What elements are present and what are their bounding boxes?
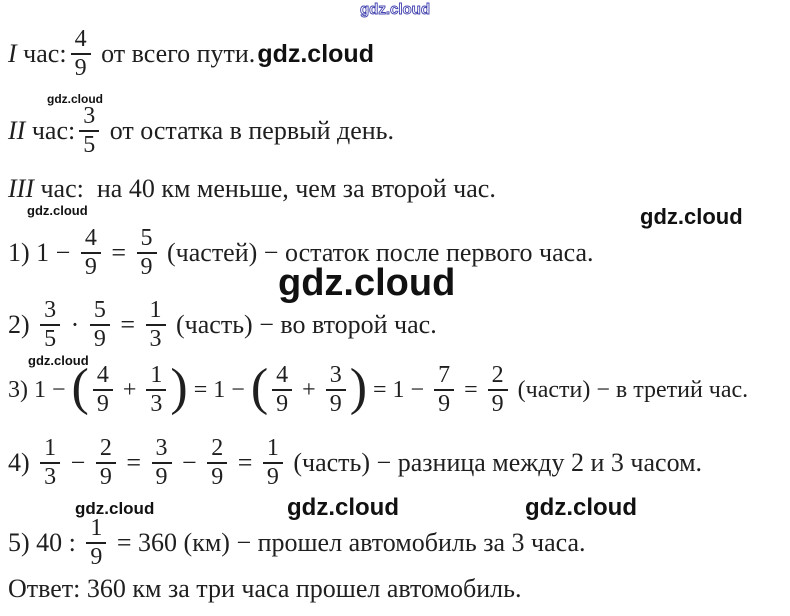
- big-paren: (: [71, 359, 89, 417]
- numerator: 3: [152, 436, 172, 464]
- denominator: 9: [93, 326, 106, 353]
- watermark-small-3: gdz.cloud: [28, 353, 89, 368]
- line-step2: [8, 298, 437, 353]
- big-paren: ): [170, 359, 188, 417]
- fraction: [272, 363, 292, 418]
- fraction: [488, 363, 508, 418]
- fraction: [93, 363, 113, 418]
- math-text: час:: [16, 39, 67, 69]
- fraction: [434, 363, 454, 418]
- denominator: 3: [44, 464, 57, 491]
- numerator: 3: [326, 363, 346, 391]
- watermark-mid-right: gdz.cloud: [640, 204, 743, 229]
- watermark-bottom-b: gdz.cloud: [287, 494, 399, 521]
- answer-line: [8, 574, 521, 604]
- denominator: 3: [149, 326, 162, 353]
- math-text: =: [113, 310, 142, 340]
- denominator: 9: [155, 464, 168, 491]
- math-text: =: [104, 238, 133, 268]
- denominator: 9: [438, 391, 451, 418]
- math-text: час:: [25, 116, 76, 146]
- numerator: 4: [93, 363, 113, 391]
- roman-numeral: II: [8, 116, 26, 146]
- fraction: [146, 298, 166, 353]
- watermark-big-center: gdz.cloud: [278, 262, 456, 304]
- fraction: [40, 298, 60, 353]
- line-step5: [8, 516, 586, 571]
- math-text: (части) − в третий час.: [511, 376, 749, 403]
- watermark-bottom-c: gdz.cloud: [525, 494, 637, 521]
- math-text: = 1 −: [187, 376, 251, 403]
- denominator: 9: [211, 464, 224, 491]
- math-text: = 360 (км) − прошел автомобиль за 3 часа.: [110, 528, 586, 558]
- numerator: 1: [40, 436, 60, 464]
- numerator: 1: [146, 363, 166, 391]
- numerator: 2: [96, 436, 116, 464]
- denominator: 9: [329, 391, 342, 418]
- math-text: (часть) − разница между 2 и 3 часом.: [286, 448, 703, 478]
- answer-text: Ответ: 360 км за три часа прошел автомобиль.: [8, 574, 522, 603]
- math-text: −: [175, 448, 204, 478]
- denominator: 9: [140, 254, 153, 281]
- big-paren: ): [349, 359, 368, 417]
- denominator: 5: [83, 132, 96, 159]
- watermark-bottom-a: gdz.cloud: [75, 499, 155, 518]
- math-text: +: [296, 376, 322, 403]
- numerator: 3: [79, 104, 99, 132]
- fraction: [40, 436, 60, 491]
- numerator: 4: [81, 226, 101, 254]
- denominator: 9: [266, 464, 279, 491]
- math-text: −: [64, 448, 92, 478]
- denominator: 9: [84, 254, 97, 281]
- fraction: [263, 436, 283, 491]
- line-hour3: [8, 174, 496, 204]
- math-text: =: [119, 448, 148, 478]
- fraction: [86, 516, 106, 571]
- math-text: 3) 1 −: [8, 376, 72, 403]
- denominator: 9: [491, 391, 504, 418]
- denominator: 9: [99, 464, 112, 491]
- math-text: 5) 40 :: [8, 528, 83, 558]
- fraction: [81, 226, 101, 281]
- numerator: 3: [40, 298, 60, 326]
- math-text: = 1 −: [367, 376, 431, 403]
- fraction: [90, 298, 110, 353]
- math-text: от остатка в первый день.: [103, 116, 395, 146]
- watermark-top: gdz.cloud: [360, 1, 430, 18]
- math-text: час: на 40 км меньше, чем за второй час.: [33, 174, 496, 203]
- math-text: 1) 1 −: [8, 238, 77, 268]
- math-text: (часть) − во второй час.: [169, 310, 437, 340]
- math-text: =: [458, 376, 484, 403]
- watermark-inline: gdz.cloud: [257, 39, 374, 68]
- numerator: 1: [86, 516, 106, 544]
- math-text: ·: [64, 310, 86, 340]
- fraction: [326, 363, 346, 418]
- math-text: 2): [8, 310, 37, 340]
- numerator: 1: [263, 436, 283, 464]
- denominator: 5: [44, 326, 57, 353]
- numerator: 2: [488, 363, 508, 391]
- line-step4: [8, 436, 702, 491]
- fraction: [152, 436, 172, 491]
- numerator: 4: [71, 27, 91, 55]
- numerator: 2: [207, 436, 227, 464]
- math-text: =: [231, 448, 259, 478]
- fraction: [71, 27, 91, 82]
- numerator: 4: [272, 363, 292, 391]
- roman-numeral: III: [8, 174, 34, 203]
- math-text: 4): [8, 448, 37, 478]
- math-text: от всего пути.: [94, 39, 256, 69]
- fraction: [79, 104, 99, 159]
- numerator: 5: [137, 226, 157, 254]
- denominator: 9: [74, 55, 87, 82]
- watermark-small-1: gdz.cloud: [47, 92, 103, 106]
- math-text: +: [116, 376, 143, 403]
- denominator: 9: [90, 544, 103, 571]
- denominator: 9: [276, 391, 289, 418]
- denominator: 3: [150, 391, 163, 418]
- roman-numeral: I: [8, 39, 17, 69]
- numerator: 5: [90, 298, 110, 326]
- line-hour1: [8, 27, 374, 82]
- big-paren: (: [250, 359, 269, 417]
- fraction: [207, 436, 227, 491]
- denominator: 9: [96, 391, 109, 418]
- fraction: [137, 226, 157, 281]
- fraction: [146, 363, 166, 418]
- numerator: 1: [146, 298, 166, 326]
- fraction: [96, 436, 116, 491]
- numerator: 7: [434, 363, 454, 391]
- watermark-small-2: gdz.cloud: [27, 203, 88, 218]
- line-hour2: [8, 104, 394, 159]
- math-text: (частей) − остаток после первого часа.: [160, 238, 594, 268]
